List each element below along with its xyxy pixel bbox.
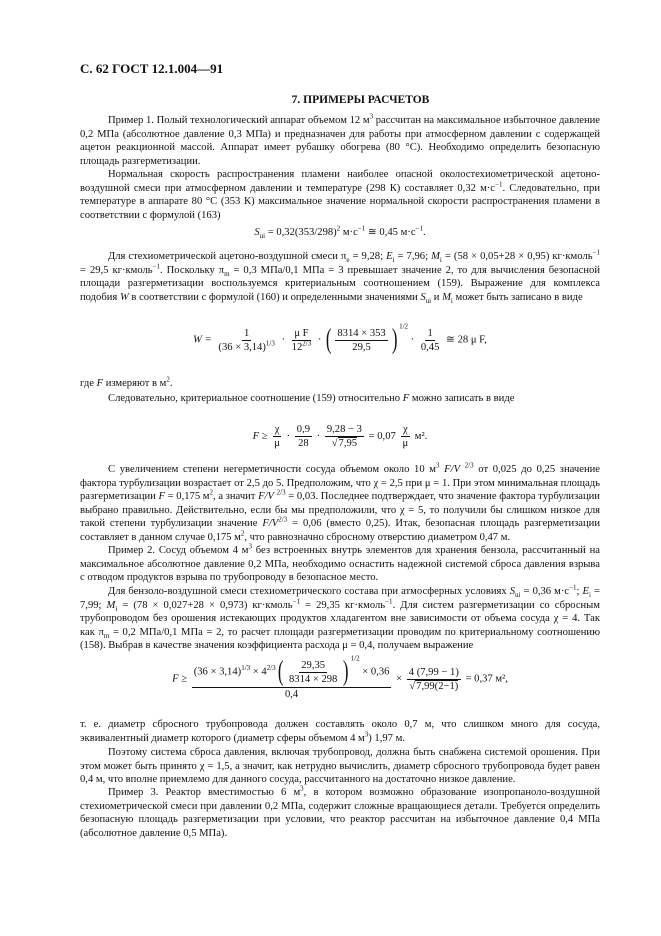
superscript: −1 (357, 224, 366, 233)
fraction (400, 424, 410, 449)
text-run: где (80, 378, 97, 389)
numerator: 9,28 − 3 (326, 424, 362, 435)
paragraph-flame-speed (80, 168, 600, 222)
fraction (290, 328, 314, 353)
paragraph-irrigation (80, 746, 600, 787)
text-run: , в котором возможно образование изопропаноло-воздушной стехиометрической смеси при давлении 0,2 МПа, содержит сложные вращающиеся детали. Требуется определить безопасную площадь разгерметизации при условии, что реактор рассчитан на избыточное давление 0,4 МПа (абсолютное давление 0,5 МПа). (80, 787, 600, 839)
math-variable: M (442, 291, 451, 303)
denominator: 8314 × 298 (289, 673, 338, 685)
fraction (419, 328, 442, 353)
times: × (396, 673, 403, 685)
paragraph-turbulization (80, 463, 600, 544)
sqrt-arg: 7,95 (338, 438, 358, 449)
exponent: 2/3 (266, 663, 276, 672)
fraction (216, 328, 276, 353)
subscript: i (439, 256, 442, 265)
denominator: μ (274, 438, 280, 449)
denominator: √7,95 (331, 438, 358, 449)
fraction (407, 667, 461, 692)
exponent: 1/2 (399, 322, 409, 331)
exponent: 2/3 (302, 338, 312, 347)
page-header: С. 62 ГОСТ 12.1.004—91 (80, 61, 224, 76)
denominator: 0,4 (284, 689, 299, 700)
superscript: −1 (495, 179, 503, 188)
text-run: ; (576, 586, 583, 597)
text-run: можно записать в виде (409, 393, 515, 404)
numerator: μ F (294, 327, 309, 339)
text-run: Нормальная скорость распространения пламени наиболее опасной околостехиометрической ацетоно-воздушной смеси при атмосферном давлении и температуре (298 К) составляет 0,32 м·с (80, 169, 600, 194)
fraction (295, 424, 312, 449)
text-run: Поэтому система сброса давления, включая трубопровод, должна быть снабжена системой орошения. При этом может быть принято χ = 1,5, а значит, как нетрудно вычислить, диаметр сбросного трубопровода будет равен 0,4 м, что вполне приемлемо для данного сосуда, рассчитанного на достаточно низкое давление. (80, 747, 600, 785)
paragraph-example-2 (80, 544, 600, 585)
subscript: i (450, 296, 453, 305)
superscript: −1 (415, 224, 423, 233)
math-variable: M (106, 599, 116, 611)
subscript: ui (515, 591, 521, 600)
text-run: = 0,2 МПа/0,1 МПа = 2, то расчет площади разгерметизации проводим по критериальному соотношению (158). Выбрав в качестве значения коэффициента расхода μ = 0,4, получаем выражение (80, 626, 600, 651)
paragraph-example-3 (80, 786, 600, 840)
paragraph-stoichiometric (80, 250, 600, 304)
superscript: −1 (569, 583, 577, 592)
denominator: √7,99(2−1) (409, 680, 459, 692)
math-variable: E (582, 586, 590, 597)
superscript: 2 (166, 375, 170, 384)
denominator: 0,45 (420, 341, 440, 353)
text-run: С увеличением степени негерметичности сосуда объемом около 10 м (108, 464, 436, 475)
numerator: χ (402, 424, 408, 435)
subscript: i (392, 256, 395, 265)
math-variable: S (254, 227, 260, 238)
text-run: Для стехиометрической ацетоно-воздушной смеси π (108, 251, 347, 262)
numerator: 4 (7,99 − 1) (408, 666, 459, 678)
exponent: 1/2 (350, 654, 360, 663)
formula-su (80, 224, 600, 241)
text-run: измеряют в м (103, 378, 167, 389)
math-variable: M (431, 251, 440, 262)
denominator (216, 338, 276, 353)
text-run: м·с (340, 227, 358, 238)
den-text: (36 × 3,14) (218, 341, 266, 353)
text-run: . Для систем разгерметизации со сбросным трубопроводом без орошения истекающих продуктов хладагентом вне зависимости от объема сосуда χ = 4. Так как π (80, 599, 601, 638)
denominator (290, 338, 314, 353)
text-run: т. е. диаметр сбросного трубопровода должен составлять около 0,7 м, что слишком много для сосуда, эквивалентный диаметр которого (диаметр сферы объемом 4 м (80, 719, 600, 744)
math-variable: F/V (258, 491, 274, 502)
text-run: Пример 2. Сосуд объемом 4 м (108, 545, 249, 556)
text-run: = 29,35 кг·кмоль (300, 599, 386, 611)
paragraph-benzene (80, 585, 600, 653)
superscript: 2/3 (464, 461, 474, 470)
fraction (335, 328, 387, 353)
superscript: 2/3 (276, 488, 286, 497)
term: (36 × 3,14) (193, 666, 242, 678)
text-run: и (431, 291, 443, 303)
text-run: = 0,32(353/298) (265, 227, 337, 238)
superscript: −1 (152, 261, 161, 270)
text-run: ≅ 0,45 м·с (365, 227, 416, 238)
text-run: = (58 × 0,05+28 × 0,95) кг·кмоль (441, 251, 593, 262)
sqrt-arg: 7,99(2−1) (416, 680, 459, 692)
superscript: 3 (364, 729, 369, 738)
text-run: в соответствии с формулой (160) и определенными значениями (128, 291, 421, 303)
math-variable: F/V (262, 518, 279, 529)
text-run: Следовательно, критериальное соотношение (159) относительно (108, 393, 403, 404)
text-run: . Следовательно, при температуре в аппарате 80 °С (353 К) максимальное значение нормальной скорости распространения пламени в соответствии с формулой (163) (80, 182, 600, 221)
math-variable: S (509, 586, 516, 597)
formula-rhs: = 0,37 м², (465, 673, 508, 685)
formula-w-lhs: W = (193, 334, 212, 346)
text-run: . Поскольку π (160, 264, 225, 276)
numerator: $(36 \times 3,14)^{1/3} \times 4^{2/3}$( $\frac{29,35}{8314 \times 298}$ ) $^{1/2}$ × 0,36 (193, 654, 390, 687)
paragraph-diameter (80, 718, 600, 745)
math-variable: F (402, 393, 410, 404)
superscript: 3 (436, 461, 440, 470)
text-run: , что равнозначно сбросному отверстию диаметром 0,47 м. (244, 531, 511, 543)
subscript: m (103, 631, 110, 640)
text-run: = 0,36 м·с (520, 586, 570, 597)
subscript: i (589, 591, 591, 600)
subscript: i (115, 604, 118, 613)
numerator: 1 (243, 327, 250, 339)
superscript: 2 (209, 488, 213, 497)
superscript: 2/3 (278, 515, 288, 524)
numerator: 8314 × 353 (337, 327, 386, 339)
text-run: . (422, 227, 426, 238)
formula-w: W = $\frac{1}{(36 \times 3,14)^{1/3}}$ · $\frac{\text{μ F}}{12^{2/3}}$ · ( $\frac{8314 \times 353}{29,5}$ ) $^{1/2}$ · $\frac{1}{0,45}$ ≅ 28 μ F, (193, 322, 487, 355)
superscript: −1 (292, 596, 301, 605)
subscript: ui (259, 232, 266, 241)
text-run: . (169, 378, 173, 389)
formula-lhs: F ≥ (172, 673, 188, 685)
superscript: 3 (300, 784, 304, 793)
math-variable: W (119, 291, 129, 303)
math-variable: E (386, 251, 393, 262)
text-run: рассчитан на максимальное избыточное давление 0,2 МПа (абсолютное давление 0,3 МПа) и предназначен для работы при атмосферном давлении с содержащей ацетон реакционной массой. Аппарат имеет рубашку обогрева (80 °С). Необходимо определить безопасную площадь разгерметизации. (80, 115, 600, 167)
text-run: = 0,06 (вместо 0,25). Итак, безопасная площадь разгерметизации составляет в данном случае 0,175 м (80, 518, 601, 543)
subscript: m (224, 269, 230, 278)
formula-w-rhs: ≅ 28 μ F, (446, 334, 487, 346)
superscript: 3 (369, 112, 374, 121)
fraction (192, 654, 392, 700)
text-run: = 29,5 кг·кмоль (80, 264, 153, 276)
paragraph-where-f (80, 377, 600, 391)
numerator: 29,35 (301, 659, 326, 671)
superscript: 2 (336, 224, 341, 233)
superscript: 2 (240, 528, 245, 537)
formula-lhs: F ≥ (252, 430, 268, 442)
subscript: e (346, 256, 350, 265)
superscript: −1 (385, 596, 393, 605)
superscript: 3 (248, 542, 252, 551)
text-run: Пример 3. Реактор вместимостью 6 м (108, 787, 301, 798)
numerator: 1 (427, 327, 433, 339)
superscript: −1 (592, 248, 600, 257)
text-run: = 0,3 МПа/0,1 МПа = 3 превышает значение 2, то для вычисления безопасной площади разгерметизации воспользуемся критериальным соотношением (159). Выражение для комплекса подобия (80, 264, 600, 303)
exponent: 1/3 (241, 663, 251, 672)
unit: м². (414, 430, 428, 442)
numerator: χ (274, 424, 280, 435)
term: × 4 (252, 666, 267, 678)
exponent: 1/3 (265, 338, 275, 347)
text-run: = 9,28; (349, 251, 387, 262)
term: × 0,36 (362, 666, 390, 678)
paragraph-criterial (80, 392, 600, 406)
text-run: = 0,03. Последнее подтверждает, что значение фактора турбулизации выбрано правильно. Действительно, если бы мы предположили, что χ = 5, то получили бы слишком низкое для такой степени турбулизации значение (80, 491, 600, 529)
text-run: = (78 × 0,027+28 × 0,973) кг·кмоль (117, 599, 293, 611)
formula-rhs: = 0,07 (368, 430, 396, 442)
subscript: ui (425, 296, 432, 305)
formula-f1: F ≥ $\frac{\chi}{\mu}$ · $\frac{0,9}{28}$ · $\frac{9,28 - 3}{√7,95}$ = 0,07 $\frac{\chi}{\mu}$ м². (252, 424, 428, 449)
math-variable: S (420, 291, 426, 303)
text-run: без встроенных внутрь элементов для хранения бензола, рассчитанный на максимальное абсолютное давление 0,2 МПа, необходимо оснастить надежной системой сброса давления взрыва с отводом продуктов взрыва по трубопроводу в безопасное место. (80, 545, 600, 583)
math-variable: F (158, 491, 165, 502)
text-run: Пример 1. Полый технологический аппарат объемом 12 м (108, 115, 370, 126)
text-run: может быть записано в виде (452, 291, 583, 303)
text-run: Для бензоло-воздушной смеси стехиометрического состава при атмосферных условиях (108, 586, 510, 597)
paragraph-example-1 (80, 114, 600, 168)
text-run: ) 1,97 м. (368, 732, 405, 744)
denominator: 29,5 (352, 341, 371, 353)
formula-f2 (80, 654, 600, 700)
numerator: 0,9 (296, 424, 311, 435)
text-run: , а значит (213, 491, 259, 502)
fraction (287, 660, 339, 685)
text-run: = 0,175 м (164, 491, 210, 502)
text-run: = 7,96; (394, 251, 432, 262)
denominator: μ (402, 438, 409, 449)
text-run: от 0,025 до 0,25 значение фактора турбулизации возрастает от 2,5 до 5. Предположим, что χ = 2,5 при μ = 1. При этом минимальная площадь разгерметизации (80, 464, 600, 502)
math-variable: F (96, 378, 104, 389)
denominator: 28 (298, 438, 309, 449)
math-variable: F/V (444, 464, 461, 475)
fraction (272, 424, 282, 449)
fraction (325, 424, 364, 449)
den-text: 12 (291, 341, 303, 353)
section-title: 7. ПРИМЕРЫ РАСЧЕТОВ (291, 94, 430, 106)
text-run: = 7,99; (80, 586, 601, 611)
